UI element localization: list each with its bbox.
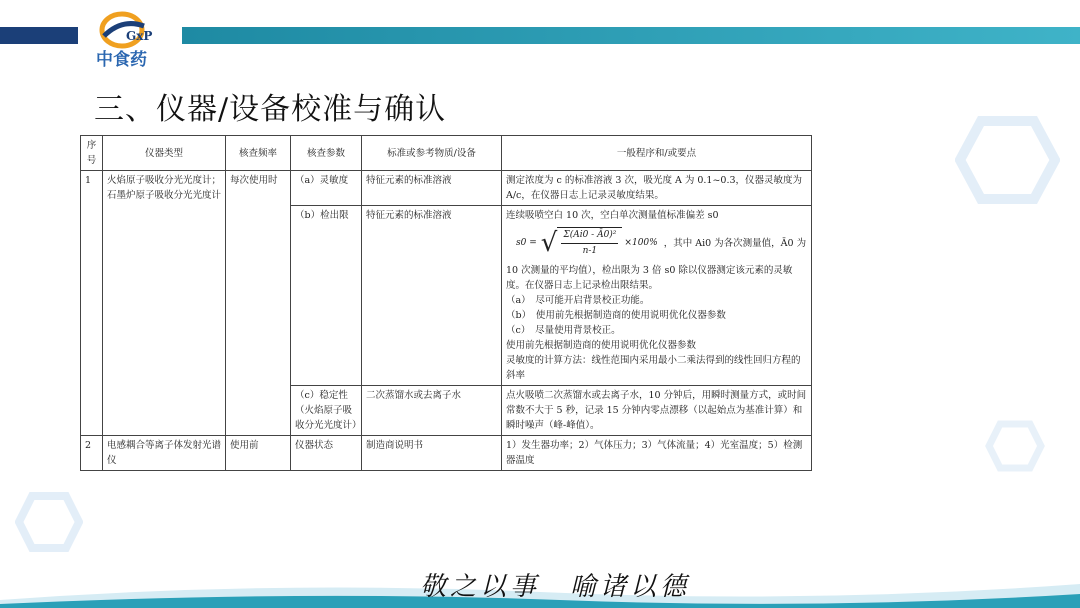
- decor-hexagon-left: [15, 492, 83, 552]
- row1-param-sensitivity: （a）灵敏度: [291, 171, 362, 206]
- header-bar-right: [182, 27, 1080, 44]
- formula-fraction: [557, 227, 622, 259]
- row2-no: 2: [81, 436, 103, 471]
- proc-text-2: （a） 尽可能开启背景校正功能。: [506, 295, 650, 306]
- proc-intro: 连续吸喷空白 10 次，空白单次测量值标准偏差 s0: [506, 210, 719, 221]
- formula-block: [506, 223, 807, 263]
- row2-frequency: 使用前: [226, 436, 291, 471]
- header-cell-frequency: 核查频率: [226, 136, 291, 171]
- proc-text-3: （b） 使用前先根据制造商的使用说明优化仪器参数: [506, 310, 726, 321]
- row1-param-detection-limit: （b）检出限: [291, 206, 362, 386]
- header-cell-reference: 标准或参考物质/设备: [362, 136, 502, 171]
- row1-proc-sensitivity: 测定浓度为 c 的标准溶液 3 次，吸光度 A 为 0.1~0.3，仪器灵敏度为 A/c，在仪器日志上记录灵敏度结果。: [502, 171, 812, 206]
- decor-hexagon-large: [955, 115, 1060, 205]
- company-logo: [92, 6, 178, 70]
- row1-instrument: 火焰原子吸收分光光度计；石墨炉原子吸收分光光度计: [103, 171, 226, 436]
- row1-param-stability: （c）稳定性（火焰原子吸收分光光度计）: [291, 386, 362, 436]
- formula-denominator: n-1: [582, 246, 598, 256]
- row1-proc-stability: 点火吸喷二次蒸馏水或去离子水，10 分钟后，用瞬时测量方式，或时间常数不大于 5 秒，记录 15 分钟内零点漂移（以起始点为基准计算）和瞬时噪声（峰-峰值）。: [502, 386, 812, 436]
- header-cell-procedure: 一般程序和/或要点: [502, 136, 812, 171]
- sqrt-icon: √: [540, 228, 558, 258]
- footer-slogan: 敬之以事 喻诸以德: [420, 572, 691, 602]
- page-title: 三、仪器/设备校准与确认: [94, 92, 447, 127]
- table-header-row: [81, 136, 812, 171]
- row1-proc-detection-limit: [502, 206, 812, 386]
- proc-text-4: （c） 尽量使用背景校正。: [506, 325, 621, 336]
- row1-frequency: 每次使用时: [226, 171, 291, 436]
- row1-ref-sensitivity: 特征元素的标准溶液: [362, 171, 502, 206]
- header-bar-left: [0, 27, 78, 44]
- logo-mark-text: GxP: [126, 29, 153, 43]
- table-row: [81, 436, 812, 471]
- proc-text-1: 10 次测量的平均值），检出限为 3 倍 s0 除以仪器测定该元素的灵敏度。在仪器日志上记录检出限结果。: [506, 265, 793, 291]
- formula-tail: ×100%: [624, 237, 658, 248]
- calibration-table: [80, 135, 812, 471]
- formula-numerator: Σ(Ai0 - Ā0)²: [561, 228, 618, 244]
- header-cell-instrument: 仪器类型: [103, 136, 226, 171]
- formula-note: ，其中 Ai0 为各次测量值，Ā0 为: [663, 237, 807, 249]
- decor-hexagon-small: [985, 420, 1045, 472]
- table-row: [81, 171, 812, 206]
- header-cell-param: 核查参数: [291, 136, 362, 171]
- formula-lhs: s0 =: [516, 237, 537, 248]
- proc-text-5: 使用前先根据制造商的使用说明优化仪器参数: [506, 340, 697, 351]
- row2-proc: 1）发生器功率；2）气体压力；3）气体流量；4）光室温度；5）检测器温度: [502, 436, 812, 471]
- row2-instrument: 电感耦合等离子体发射光谱仪: [103, 436, 226, 471]
- row1-ref-detection-limit: 特征元素的标准溶液: [362, 206, 502, 386]
- proc-text-6: 灵敏度的计算方法：线性范围内采用最小二乘法得到的线性回归方程的斜率: [506, 355, 801, 381]
- row1-ref-stability: 二次蒸馏水或去离子水: [362, 386, 502, 436]
- row2-param: 仪器状态: [291, 436, 362, 471]
- row1-no: 1: [81, 171, 103, 436]
- header-cell-no: 序号: [81, 136, 103, 171]
- row2-ref: 制造商说明书: [362, 436, 502, 471]
- logo-name-text: 中食药: [96, 50, 147, 70]
